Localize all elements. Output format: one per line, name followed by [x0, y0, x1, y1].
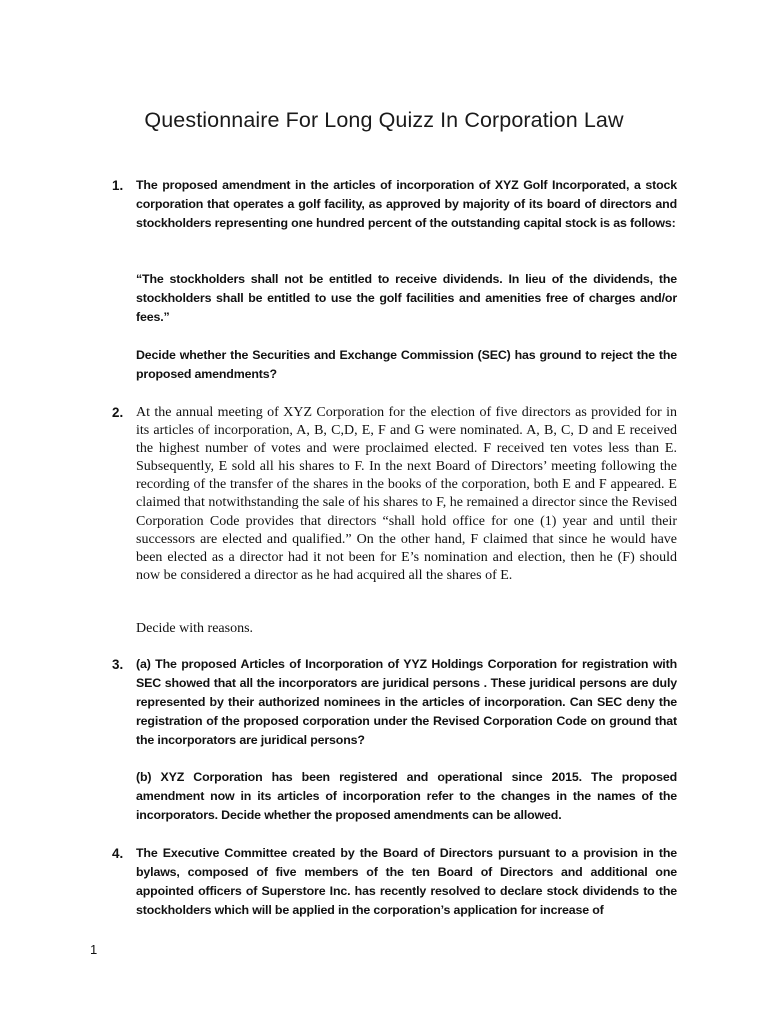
question-3b-body: (b) XYZ Corporation has been registered and operational since 2015. The proposed amendment now in its articles of incorporation refer to the changes in the names of the incorporators. Decide whether the proposed amendments can be allowed. [136, 770, 677, 822]
question-number: 3. [112, 657, 124, 672]
question-1-quote: “The stockholders shall not be entitled to receive dividends. In lieu of the dividends, the stockholders shall be entitled to use the golf facilities and amenities free of charges and/or fees.” [136, 272, 677, 324]
question-4-body: The Executive Committee created by the Board of Directors pursuant to a provision in the bylaws, composed of five members of the ten Board of Directors and additional one appointed officers of Superstore Inc. has recently resolved to declare stock dividends to the stockholders which will be applied in the corporation’s application for increase of [136, 846, 677, 917]
question-1-body: The proposed amendment in the articles of incorporation of XYZ Golf Incorporated, a stock corporation that operates a golf facility, as approved by majority of its board of directors and stockholders representing one hundred percent of the outstanding capital stock is as follows: [136, 178, 677, 230]
page-number: 1 [90, 942, 98, 957]
question-2-prompt: Decide with reasons. [136, 621, 254, 636]
question-2-body: At the annual meeting of XYZ Corporation for the election of five directors as provided for in its articles of incorporation, A, B, C,D, E, F and G were nominated. A, B, C, D and E received the highest number of votes and were proclaimed elected. F received ten votes less than E. Subsequently, E sold all his shares to F. In the next Board of Directors’ meeting following the recording of the transfer of the shares in the books of the corporation, both E and F appeared. E claimed that notwithstanding the sale of his shares to F, he remained a director since the Revised Corporation Code provides that directors “shall hold office for one (1) year and until their successors are elected and qualified.” On the other hand, F claimed that since he would have been elected as a director had it not been for E’s nomination and election, then he (F) should now be considered a director as he had acquired all the shares of E. [136, 405, 677, 583]
question-number: 2. [112, 405, 124, 420]
page-title: Questionnaire For Long Quizz In Corporation Law [144, 108, 624, 133]
question-number: 1. [112, 178, 124, 193]
question-1-prompt: Decide whether the Securities and Exchange Commission (SEC) has ground to reject the the proposed amendments? [136, 348, 677, 381]
question-3a-body: (a) The proposed Articles of Incorporation of YYZ Holdings Corporation for registration with SEC showed that all the incorporators are juridical persons . These juridical persons are duly represented by their authorized nominees in the articles of incorporation. Can SEC deny the registration of the proposed corporation under the Revised Corporation Code on ground that the incorporators are juridical persons? [136, 657, 677, 747]
question-number: 4. [112, 846, 124, 861]
